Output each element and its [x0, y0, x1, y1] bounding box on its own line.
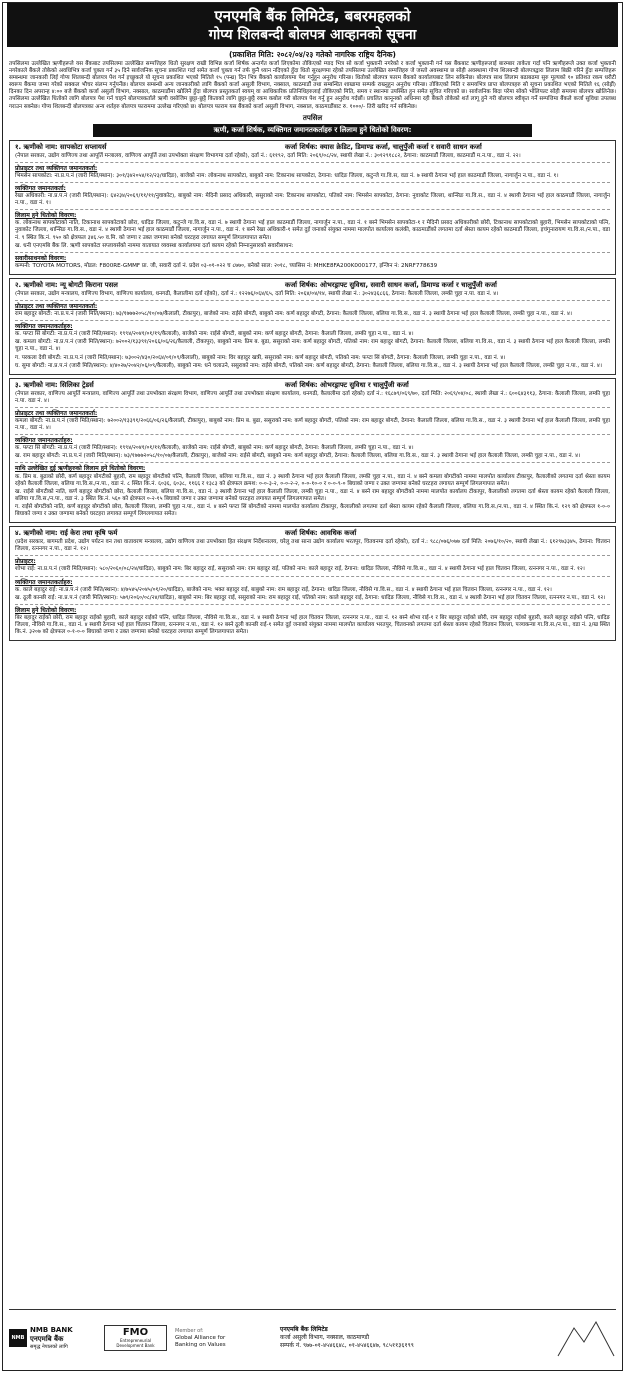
nmb-name-np: एनएमबि बैंक [30, 1335, 64, 1343]
section-text: ख. ठूली कान्छी राई: ना.प्र.प.नं (जारी मिति/स्थान): ५७९/२०६०/०८/२४/धादिङ), बाबुको नाम: बिर बहादुर राई, ससुराको नाम: राम बहादुर राई, पतिको नाम: काले बहादुर राई, ठेगाना: धादिङ जिल्ला, नौविसे गा.वि.स., वडा नं. ४ स्थायी ठेगाना भई हाल चितवन जिल्ला, रत्ननगर न.पा., वडा नं. १२। [15, 594, 606, 601]
loan-block [9, 526, 616, 641]
intro-paragraph: तपसिलमा उल्लेखित ऋणीहरूले यस बैंकबाट तपसिलमा उल्लेखित सम्पत्तिहरु धितो सुरक्षण राखी विभिन्न कर्जा शिर्षक अन्तर्गत कर्जा लिएकोमा तोकिएको म्याद भित्र सो कर्जा भुक्तानी नगरेको र कर्जा भुक्तानी गर्न यस बैंकबाट ऋणीहरूलाई बारम्बार ताकेता गर्दा पनि ऋणीहरूले उक्त कर्जा भुक्तानी नगरेकाले बैंकले तोकेको अवधिभित्र कर्जा चुक्ता गर्न ३५ दिने सार्वजनिक सूचना प्रकाशित गर्दा समेत कर्जा चुक्ता गर्न तर्फ कुनै ध्यान नदिएको हुँदा धितो सुरक्षणमा रहेको तपसिलमा उल्लेखित सम्पत्तिहरु जे जस्तो अवस्थामा छ सोही अवस्थामा गोप्य शिलबन्दी बोलपत्रद्वारा लिलाम बिक्री गरिने हुँदा सम्पत्तिहरू सम्बन्धमा जानकारी लिई गोप्य शिलबन्दी बोलपत्र पेश गर्न इच्छुकले यो सूचना प्रकाशित भएको मितिले १५ (पन्ध्र) दिन भित्र बैंकको कार्यालयमा पेश गर्नुहुन अनुरोध गरिन्छ। धितोको बोलपत्र फारम बैंकको कार्यालयबाट लिन सकिनेछ। बोलपत्र साथ लिलाम बढाबढमा सुरु मूल्यको १० प्रतिशत रकम धरौटी स्वरूप बैंकमा जम्मा गरेको सक्कल भौचर संलग्न गर्नुपर्नेछ। बोलपत्र सम्बन्धी अन्य जानकारीको लागि बैंकको कर्जा असुली विभाग, नक्साल, काठमाडौं तथा सम्बन्धित शाखामा सम्पर्क राख्नुहुन अनुरोध गरिन्छ। तोकिएको मिति र समयभित्र प्राप्त बोलपत्रहरु सो सूचना प्रकाशित भएको मितिले १६ (सोह्रौं) दिनका दिन अपरान्ह ४:०० बजे बैंकको कर्जा असुली विभाग, नक्साल, काठमाडौंमा खोलिने हुँदा बोलपत्र प्रस्तुतकर्ता स्वयम् वा आधिकारिक प्रतिनिधिहरुलाई तोकिएको मिति, समय र स्थानमा उपस्थित हुन समेत सूचित गरिएको छ। सार्वजनिक बिदा परेमा सोको भोलिपल्ट सोही समयमा बोलपत्र खोलिनेछ। तपसिलमा उल्लेखित धितोको लागि बोलपत्र पेश गर्न चाहने बोलपत्रकर्ताले ऋणी वसोजिम छुट्टा-छुट्टै किताको लागि छुट्टा-छुट्टै रकम कबोल गरी बोलपत्र पेश गर्नु हुन अनुरोध गर्दछौं। प्रचलित कानूनको अधिनमा रही बैंकले तोकेको शर्त लागू हुने गरी बोलपत्र स्वीकृत गर्ने सम्पत्तिमा बैंकले कर्जा सुविधा उपलब्ध गराउन सक्नेछ। गोप्य शिलबन्दी बोलपत्रका अन्य शर्तहरु बोलपत्र फाराममा उल्लेख गरिएको छ। बोलपत्र फाराम यस बैंकको कर्जा असुली विभाग, नक्साल, काठमाडौंबाट रु. १०००/- तिरी खरिद गर्न सकिनेछ। [9, 61, 616, 110]
borrower-registration: (नेपाल सरकार, उद्योग मन्त्रालय, वाणिज्य विभाग, वाणिज्य कार्यालय, धनगढी, कैलालीमा दर्ता रहेको), दर्ता नं.: १२२७६/०६४/६५, दर्ता मिति: २०६४/०४/१४, स्थायी लेखा नं.: ३०२४३६८६६, ठेगाना: कैलाली जिल्ला, लम्की चुहा न.पा. वडा नं. ४। [15, 290, 499, 297]
schedule-banner: ऋणी, कर्जा शिर्षक, व्यक्तिगत जमानतकर्ताहरु र लिलाम हुने धितोको विवरण: [93, 124, 532, 137]
loan-type-label: कर्जा शिर्षक: [285, 529, 318, 538]
address-department: कर्जा असुली विभाग, नक्साल, काठमाण्डौ [280, 1334, 370, 1341]
section-text: क. फप्टा सिं बोगटी: ना.प्र.प.नं (जारी मिति/स्थान): १९९४/२०४१/०१/११/कैलाली), बाजेको नाम: राईसे बोगटी, बाबुको नाम: कर्ण बहादुर बोगटी, ठेगाना: कैलाली जिल्ला, लम्की चुहा न.पा., वडा नं. ४। [15, 445, 414, 452]
loan-type-value: ओभरड्राफ्ट सुविधा र चालुपुँजी कर्जा [320, 380, 409, 389]
loan-type-label: कर्जा शिर्षक: [285, 142, 318, 151]
section-text: कम्पनी: TOYOTA MOTORS, मोडल: F800RE-GMMF प्रा. जी, सवारी दर्ता नं. प्रदेश ०३-०१-०२२ च ८७७०, बनेको साल: २०१८, च्यासिस नं: MHKE8FA200K000177, इन्जिन नं: 2NRF778639 [15, 262, 438, 269]
loan-type [285, 529, 610, 538]
section-text: ग. परकला देवी बोगटी: ना.प्र.प.नं (जारी मिति/स्थान): ७३००२/४३०/२०६४/०१/०९/कैलाली), बाबुको नाम: विर बहादुर खत्री, ससुराको नाम: कर्ण बहादुर बोगटी, पतिको नाम: फप्टा सिं बोगटी, ठेगाना: कैलाली जिल्ला, लम्की चुहा न.पा., वडा नं. ४। [15, 354, 506, 361]
borrower-registration: (नेपाल सरकार, उद्योग वाणिज्य तथा आपूर्ति मन्त्रालय, वाणिज्य आपूर्ति तथा उपभोक्ता संरक्षण विभागमा दर्ता रहेको), दर्ता नं.: ६११९२, दर्ता मिति: २०६९/०८/२४, स्थायी लेखा नं.: ३०१२९१८८२, ठेगाना: काठमाडौं जिल्ला, काठमाडौं म.न.पा., वडा नं. २२। [15, 152, 521, 159]
borrower-name: ३. ऋणीको नाम: सिलिका ट्रेडर्स [15, 380, 94, 389]
section-text: क. लोकनाथ सापकोटाको नाति, टिकानाथ सापकोटाको छोरा, धादिङ जिल्ला, कटुन्जे गा.वि.स, वडा नं. ७ स्थायी ठेगाना भई हाल काठमाडौं जिल्ला, नागार्जुन न.पा., वडा नं. १ बस्ने भिमसेन सापकोटा-१ र मेदिनी प्रसाद अधिकारीको छोरी, टिकानाथ सापकोटाको बुहारी, भिमसेन सापकोटाको पत्नि, नुवाकोट जिल्ला, थान्सिङ गा.वि.स., वडा नं. ४ स्थायी ठेगाना भई हाल काठमाडौं जिल्ला, नागार्जुन न.पा., वडा नं. १ बस्ने रेखा अधिकारी-१ समेत दुई जनाको संयुक्त नाममा मालपोत कार्यालय कलंकी, काठमाडौंको लगतमा दर्ता श्रेस्ता कायम रहेको काठमाडौं जिल्ला, इचंगुनारायण गा.वि.स./न.पा., वडा नं. ९ स्थित कि.नं. ९५० को क्षेत्रफल ३४६.५० व.मि. को जग्गा र उक्त जग्गामा बनेको घरटहरा लगायत सम्पूर्ण लिगलगापात समेत। [15, 220, 610, 241]
loan-block [9, 378, 616, 523]
section-text: क. प्रिम ब. बुढाको छोरी, कर्ण बहादुर बोगटीको बुहारी, राम बहादुर बोगटीको पत्नि, कैलाली जिल्ला, बलिया गा.वि.स., वडा नं. ३ स्थायी ठेगाना भई हाल कैलाली जिल्ला, लम्की चुहा न.पा., वडा नं. ४ बस्ने कमला बोगटीको नाममा मालपोत कार्यालय टीकापुर, कैलालीको लगतमा दर्ता श्रेस्ता कायम रहेको कैलाली जिल्ला, बलिया गा.वि.स./न.पा., वडा नं. ८ स्थित कि.नं. ६०३६, ६०३८, ११६६ र १३८३ को क्षेत्रफल क्रमश: ०-०-३-२, ०-०-२-२, ०-०-१०-० र ०-०-९-० बिघाको जग्गा र उक्त जग्गामा बनेको घरटहरा लगायत सम्पूर्ण लिगलगापात समेत। [15, 473, 610, 487]
fmo-text: FMO [122, 1327, 149, 1338]
loan-type-value: ओभरड्राफ्ट सुविधा, सवारी साधन कर्जा, डिमाण्ड कर्जा र चालुपुँजी कर्जा [320, 280, 497, 289]
section-text: शोभा राई: ना.प्र.प.नं (जारी मिति/स्थान): ५८०/२०६०/०८/२४/धादिङ), बाबुको नाम: बिर बहादुर राई, ससुराको नाम: राम बहादुर राई, पतिको नाम: काले बहादुर राई, ठेगाना: धादिङ जिल्ला, नौविसे गा.वि.स., वडा नं. ४ स्थायी ठेगाना भई हाल चितवन जिल्ला, रत्ननगर न.पा., वडा नं. १२। [15, 566, 585, 573]
loan-type-label: कर्जा शिर्षक: [285, 380, 318, 389]
loan-block [9, 140, 616, 275]
section-text: रेखा अधिकारी: ना.प्र.प.नं (जारी मिति/स्थान): ६४२३४/२०६९/११/११/नुवाकोट), बाबुको नाम: मेदिनी प्रसाद अधिकारी, ससुराको नाम: टिकानाथ सापकोटा, पतिको नाम: भिमसेन सापकोटा, ठेगाना: नुवाकोट जिल्ला, थान्सिङ गा.वि.स., वडा नं. ४ स्थायी ठेगाना भई हाल काठमाडौं जिल्ला, नागार्जुन न.पा., वडा नं. १। [15, 193, 610, 207]
borrower-name: १. ऋणीको नाम: सापकोटा सप्लायर्स [15, 142, 107, 151]
section-text: घ. सुमा बोगटी: ना.प्र.प.नं (जारी मिति/स्थान): ४/४०२७/२०४२/०६/०९/कैलाली), बाबुको नाम: धने चलाउने, ससुराको नाम: राईसे बोगटी, पतिको नाम: कर्ण बहादुर बोगटी, ठेगाना: कैलाली जिल्ला, बलिया गा.वि.स., वडा नं. ३ स्थायी ठेगाना भई हाल कैलाली जिल्ला, लम्की चुहा न.पा., वडा नं. ४। [15, 362, 602, 369]
section-title: प्रोप्राइटर: [15, 558, 36, 566]
section-title: माथि उल्लेखित दुई ऋणीहरुको लिलाम हुने धितोको विवरण: [15, 465, 146, 473]
loan-header [15, 529, 610, 538]
loan-type [285, 143, 610, 152]
section-text: कमला बोगटी: ना.प्र.प.नं (जारी मिति/स्थान): ७२००२/१३३९१/२०६६/०६/२६/कैलाली, टीकापुर), बाबुको नाम: प्रिम ब. बुढा, ससुराको नाम: कर्ण बहादुर बोगटी, पतिको नाम: राम बहादुर बोगटी, ठेगाना: कैलाली जिल्ला, बलिया गा.वि.स., वडा नं. ३ स्थायी ठेगाना भई हाल कैलाली जिल्ला, लम्की चुहा न.पा., वडा नं. ४। [15, 418, 610, 432]
section-text: भिमसेन सापकोटा: ना.प्र.प.नं (जारी मिति/स्थान): ३०१/३४२०५४/१२/२३/धादिङ), बाजेको नाम: लोकनाथ सापकोटा, बाबुको नाम: टिकानाथ सापकोटा, ठेगाना: धादिङ जिल्ला, कटुन्जे गा.वि.स, वडा नं. ७ स्थायी ठेगाना भई हाल काठमाडौं जिल्ला, नागार्जुन न.पा., वडा नं. १। [15, 172, 559, 179]
section-title: सवारीसाधनको विवरण: [15, 254, 67, 262]
section-divider [15, 576, 610, 577]
section-title: प्रोप्राइटर तथा व्यक्तिगत जमानतकर्ता: [15, 302, 98, 310]
borrower-registration: (प्रदेश सरकार, बागमती प्रदेश, उद्योग पर्यटन वन तथा वातावरण मन्त्रालय, उद्योग वाणिज्य तथा उपभोक्ता हित संरक्षण निर्देशनालय, घरेलु तथा साना उद्योग कार्यालय भरतपुर, चितवनमा दर्ता रहेको), दर्ता नं.: ९८८/०७६/०७७ दर्ता मिति: २०७६/१०/२०, स्थायी लेखा नं.: ६१२९७३३४५, ठेगाना: चितवन जिल्ला, रत्ननगर न.पा., वडा नं. १२। [15, 539, 610, 553]
section-text: ख. धनी एनएमबि बैंक लि. ऋणी सापकोटा सप्लायर्सको नाममा यातायात व्यवस्था कार्यालयमा दर्ता कायम रहेको निम्नानुसारको सवारीसाधन: [15, 242, 294, 249]
loan-header [15, 381, 610, 390]
section-text: ख. राम बहादुर बोगटी: ना.प्र.प.नं (जारी मिति/स्थान): ७३/१७७७२०५८/१०/०७/कैलाली, टीकापुर), बाजेको नाम: राईसे बोगटी, बाबुको नाम: कर्ण बहादुर बोगटी, ठेगाना: कैलाली जिल्ला, बलिया गा.वि.स., वडा नं. ३ स्थायी ठेगाना भई हाल कैलाली जिल्ला, लम्की चुहा न.पा., वडा नं. ४। [15, 453, 581, 460]
section-divider [15, 209, 610, 210]
notice-page [2, 2, 623, 1371]
loan-type-label: कर्जा शिर्षक: [285, 280, 318, 289]
mountain-icon [556, 1318, 616, 1358]
fmo-subtitle: Entrepreneurial Development Bank [116, 1338, 155, 1348]
loans-list [3, 140, 622, 642]
loan-block [9, 278, 616, 375]
section-text: ख. राईसे बोगटीको नाति, कर्ण बहादुर बोगटीको छोरा, कैलाली जिल्ला, बलिया गा.वि.स., वडा नं. ३ स्थायी ठेगाना भई हाल कैलाली जिल्ला, लम्की चुहा न.पा., वडा नं. ४ बस्ने राम बहादुर बोगटीको नाममा मालपोत कार्यालय टीकापुर, कैलालीको लगतमा दर्ता श्रेस्ता कायम रहेको कैलाली जिल्ला, बलिया गा.वि.स./न.पा., वडा नं. ३ स्थित कि.नं. ५६० को क्षेत्रफल ०-२-१५ बिघाको जग्गा र उक्त जग्गामा बनेको घरटहरा लगायत सम्पूर्ण लिगलगापात समेत। [15, 488, 610, 502]
footer [9, 1309, 616, 1366]
loan-type [285, 281, 610, 290]
nmb-tagline: समृद्ध नेपालको लागि [30, 1344, 68, 1350]
section-divider [15, 407, 610, 408]
loan-type-value: क्यास क्रेडिट, डिमाण्ड कर्जा, चालुपुँजी कर्जा र सवारी साधन कर्जा [320, 142, 482, 151]
section-divider [15, 604, 610, 605]
section-divider [15, 162, 610, 163]
section-title: लिलाम हुने धितोको विवरण: [15, 212, 77, 220]
gabv-line2: Banking on Values [175, 1341, 226, 1348]
section-divider [15, 434, 610, 435]
gabv-logo [175, 1328, 270, 1349]
nmb-brand [9, 1326, 104, 1350]
nmb-name-en: NMB BANK [30, 1326, 73, 1334]
section-text: क. फप्टा सिं बोगटी: ना.प्र.प.नं (जारी मिति/स्थान): १९९४/२०४१/०१/१९/कैलाली), बाजेको नाम: राईसे बोगटी, बाबुको नाम: कर्ण बहादुर बोगटी, ठेगाना: कैलाली जिल्ला, लम्की चुहा न.पा., वडा नं. ४। [15, 331, 414, 338]
section-text: ख. कमला बोगटी: ना.प्र.प.नं (जारी मिति/स्थान): ७२००२/१३३९१/२०६६/०६/२६/कैलाली, टीकापुर), बाबुको नाम: प्रिम ब. बुढा, ससुराको नाम: कर्ण बहादुर बोगटी, पतिको नाम: राम बहादुर बोगटी, ठेगाना: कैलाली जिल्ला, बलिया गा.वि.स., वडा नं. ३ स्थायी ठेगाना भई हाल कैलाली जिल्ला, लम्की चुहा न.पा., वडा नं. ४। [15, 339, 610, 353]
borrower-registration: (नेपाल सरकार, वाणिज्य आपूर्ति मन्त्रालय, वाणिज्य आपूर्ति तथा उपभोक्ता संरक्षण विभाग, वाणिज्य आपूर्ति तथा उपभोक्ता संरक्षण कार्यालय, धनगढी, कैलालीमा दर्ता रहेको) दर्ता नं.: १६८७९/०६९/७०, दर्ता मिति: २०६९/०४/०८, स्थायी लेखा नं.: ६००६४३११३, ठेगाना: कैलाली जिल्ला, लम्की चुहा न.पा. वडा नं. ४। [15, 390, 610, 404]
section-divider [15, 462, 610, 463]
loan-type-value: आवधिक कर्जा [320, 529, 357, 538]
notice-title-line1: एनएमबि बैंक लिमिटेड, बबरमहलको [214, 7, 411, 25]
notice-title-line2: गोप्य शिलबन्दी बोलपत्र आव्हानको सूचना [208, 27, 417, 43]
section-title: लिलाम हुने धितोको विवरण: [15, 606, 77, 614]
section-title: प्रोप्राइटर तथा व्यक्तिगत जमानतकर्ता: [15, 164, 98, 172]
section-divider [15, 320, 610, 321]
section-title: व्यक्तिगत जमानतकर्ताहरु: [15, 323, 73, 331]
loan-type [285, 381, 610, 390]
section-text: बिर बहादुर राईको छोरी, राम बहादुर राईको बुहारी, काले बहादुर राईको पत्नि, धादिङ जिल्ला, नौविसे गा.वि.स., वडा नं. ४ स्थायी ठेगाना भई हाल चितवन जिल्ला, रत्ननगर न.पा., वडा नं. १२ बस्ने शोभा राई-१ र बिर बहादुर राईको छोरी, राम बहादुर राईको बुहारी, काले बहादुर राईको पत्नि, धादिङ जिल्ला, नौविसे गा.वि.स., वडा नं. ४ स्थायी ठेगाना भई हाल चितवन जिल्ला, रत्ननगर न.पा., वडा नं. १२ बस्ने ठूली कान्छी राई-१ समेत दुई जनाको संयुक्त नाममा मालपोत कार्यालय भरतपुर, चितवनको लगतमा दर्ता श्रेस्ता कायम रहेको चितवन जिल्ला, पञ्चकन्या गा.वि.स./न.पा., वडा नं. ३/ख स्थित कि.नं. ३२०७ को क्षेत्रफल ०-१-०-० बिघाको जग्गा र उक्त जग्गामा बनेको घरटहरा लगायत सम्पूर्ण लिगलगापात समेत। [15, 614, 610, 636]
address-bank-name: एनएमबि बैंक लिमिटेड [280, 1326, 328, 1333]
schedule-title: तपसिल [302, 113, 323, 122]
gabv-member-label: Member of: [175, 1327, 204, 1334]
section-text: ग. राईसे बोगटीको नाति, कर्ण बहादुर बोगटीको छोरा, कैलाली जिल्ला, लम्की चुहा न.पा., वडा नं. ४ बस्ने फप्टा सिं बोगटीको नाममा मालपोत कार्यालय टीकापुर, कैलालीको लगतमा दर्ता श्रेस्ता कायम रहेको कैलाली जिल्ला, बलिया गा.वि.स./न.पा., वडा नं. ४ स्थित कि.नं. १२९ को क्षेत्रफल १-०-० बिघाको जग्गा र उक्त जग्गामा बनेको घरटहरा लगायत सम्पूर्ण लिगलगापात समेत। [15, 503, 610, 518]
notice-header [7, 3, 618, 47]
section-text: राम बहादुर बोगटी: ना.प्र.प.नं (जारी मिति/स्थान): ७३/१७७७२०५८/१०/०७/कैलाली, टीकापुर), बाजेको नाम: राईसे बोगटी, बाबुको नाम: कर्ण बहादुर बोगटी, ठेगाना: कैलाली जिल्ला, बलिया गा.वि.स., वडा नं. ३ स्थायी ठेगाना भई हाल कैलाली जिल्ला, लम्की चुहा न.पा., वडा नं. ४। [15, 311, 573, 318]
loan-header [15, 281, 610, 290]
borrower-name: ४. ऋणीको नाम: राई केरा तथा कृषि फर्म [15, 529, 118, 538]
fmo-logo [104, 1325, 167, 1351]
section-divider [15, 182, 610, 183]
section-divider [15, 555, 610, 556]
address-contact: सम्पर्क नं. ९७७-०१-४५४६६४८, ०१-४५४६६४७, ९८५११३६१९९ [280, 1342, 414, 1349]
contact-address [270, 1326, 556, 1350]
section-text: क. काले बहादुर राई: ना.प्र.प.नं (जारी मिति/स्थान): ४/७५४५/२०४५/०१/२०/धादिङ), बाजेको नाम: भक्त बहादुर राई, बाबुको नाम: राम बहादुर राई, ठेगाना: धादिङ जिल्ला, नौविसे गा.वि.स., वडा नं. ४ स्थायी ठेगाना भई हाल चितवन जिल्ला, रत्ननगर न.पा., वडा नं. १२। [15, 586, 552, 593]
section-divider [15, 252, 610, 253]
borrower-name: २. ऋणीको नाम: न्यू बोगटी किराना पसल [15, 280, 118, 289]
section-title: व्यक्तिगत जमानतकर्ता: [15, 184, 66, 192]
loan-header [15, 143, 610, 152]
gabv-line1: Global Alliance for [175, 1334, 226, 1341]
section-divider [15, 300, 610, 301]
section-title: व्यक्तिगत जमानतकर्ताहरु: [15, 437, 73, 445]
section-title: प्रोप्राइटर तथा व्यक्तिगत जमानतकर्ता: [15, 409, 98, 417]
section-title: व्यक्तिगत जमानतकर्ताहरु: [15, 578, 73, 586]
publication-note: (प्रकाशित मिति: २०८२/०४/२३ गतेको नागरिक राष्ट्रिय दैनिक) [229, 50, 396, 59]
nmb-logo-icon: NMB [9, 1329, 27, 1347]
